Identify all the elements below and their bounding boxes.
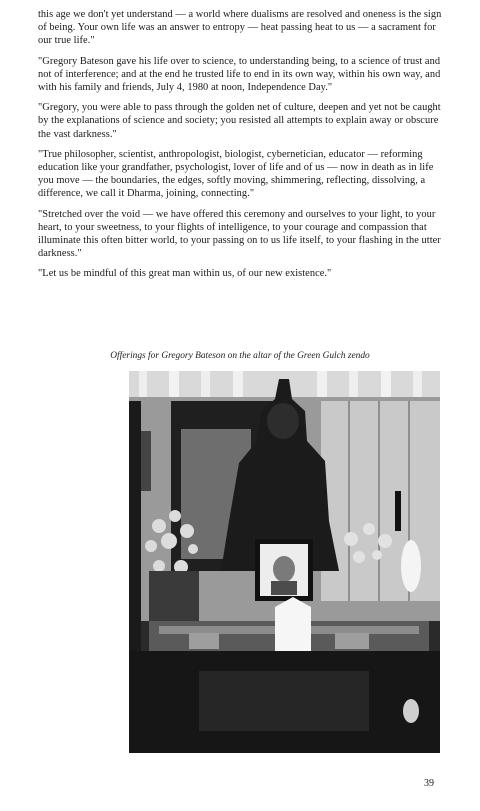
paragraph-3: "Gregory, you were able to pass through the golden net of culture, deepen and yet not be caught by the explanations of science and society; you resisted all attempts to explain away or obscure the vast darkness." — [38, 102, 441, 140]
paragraph-2: "Gregory Bateson gave his life over to science, to understanding being, to a science of trust and not of interference; and at the end he trusted life to end in its own way, within his own way, and with his family and friends, July 4, 1980 at noon, Independence Day." — [38, 55, 441, 94]
altar-photo-illustration — [129, 371, 440, 753]
paragraph-1: this age we don't yet understand — a world where dualisms are resolved and oneness is the sign of being. Your own life was an answer to entropy — heat passing heat to us — a sacrament for our true life." — [38, 9, 442, 47]
photo-caption: Offerings for Gregory Bateson on the altar of the Green Gulch zendo — [110, 351, 370, 361]
paragraph-4: "True philosopher, scientist, anthropologist, biologist, cybernetician, educator — reforming education like your grandfather, psychologist, lover of life and of us — now in death as in life you move — the boundaries, the edges, softly moving, shimmering, reflecting, dissolving, a difference, we call it Dharma, joining, connecting." — [38, 148, 434, 200]
page-number: 39 — [424, 778, 434, 789]
paragraph-6: "Let us be mindful of this great man within us, of our new existence." — [38, 268, 332, 280]
paragraph-5: "Stretched over the void — we have offered this ceremony and ourselves to your light, to your heart, to your sweetness, to your flights of intelligence, to your courage and compassion that illuminate this often bitter world, to your passing on to us life itself, to your flashing in the utter darkness." — [38, 208, 441, 260]
body-text — [38, 8, 450, 288]
altar-photo — [129, 371, 440, 753]
